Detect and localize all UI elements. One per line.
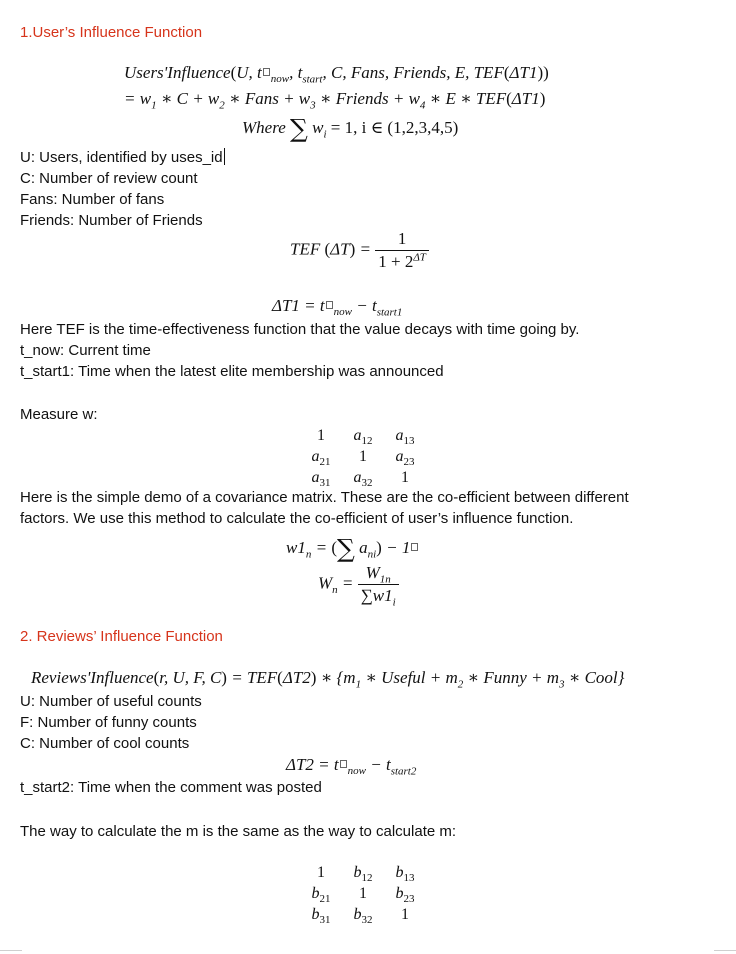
tef-formula: TEF (ΔT) = $\frac{1}{1 + 2^{\Delta T}}$ <box>290 229 429 272</box>
def-review-count: C: Number of review count <box>20 170 198 187</box>
wn-fraction <box>358 563 399 609</box>
matrix-cell: $b_{32}$ <box>353 906 373 927</box>
w1n-formula: $w1_n$ = (∑ $a_{ni}) - 1$ <box>286 534 419 563</box>
covariance-matrix-a <box>300 425 426 488</box>
delta-t2-formula: ΔT2 = t $_{now} - t_{start2}$ <box>286 755 417 778</box>
def-users: U: Users, identified by uses_id <box>20 149 223 166</box>
covariance-matrix-b <box>300 862 426 925</box>
measure-w-label: Measure w: <box>20 406 98 423</box>
covariance-description-1: Here is the simple demo of a covariance matrix. These are the co-efficient between different <box>20 489 629 506</box>
sigma-symbol: ∑ <box>290 114 308 143</box>
def-funny: F: Number of funny counts <box>20 714 197 731</box>
reviews-influence-label: Reviews'Influence <box>31 668 154 687</box>
matrix-cell: 1 <box>401 906 409 923</box>
tef-denominator: $1 + 2^{\Delta T}$ <box>375 250 429 272</box>
definitions-1 <box>20 147 225 231</box>
matrix-cell: $a_{31}$ <box>311 469 331 490</box>
wn-numerator: $W_{1n}$ <box>365 563 391 586</box>
wn-denominator: $\sum w1_i$ <box>358 584 399 606</box>
where-rest: = 1, i ∈ (1,2,3,4,5) <box>330 118 459 137</box>
tef-fraction <box>375 229 429 272</box>
matrix-cell: 1 <box>317 427 325 444</box>
def-friends: Friends: Number of Friends <box>20 212 203 229</box>
t-now-definition: t_now: Current time <box>20 342 151 359</box>
users-influence-formula-line-1: Users'Influence(U, t $_{now}$, $t_{start}$, C, Fans, Friends, E, TEF(ΔT1)) <box>124 63 549 86</box>
def-fans: Fans: Number of fans <box>20 191 165 208</box>
matrix-cell: $b_{23}$ <box>395 885 415 906</box>
t-start2-definition: t_start2: Time when the comment was posted <box>20 779 322 796</box>
matrix-cell: $b_{12}$ <box>353 864 373 885</box>
m-calculation-description: The way to calculate the m is the same as the way to calculate m: <box>20 823 457 840</box>
t-start1-definition: t_start1: Time when the latest elite membership was announced <box>20 363 444 380</box>
matrix-cell: $a_{32}$ <box>353 469 373 490</box>
matrix-cell: $a_{12}$ <box>353 427 373 448</box>
matrix-cell: $a_{21}$ <box>311 448 331 469</box>
section-1-heading: 1.User’s Influence Function <box>20 24 203 41</box>
matrix-cell: $b_{31}$ <box>311 906 331 927</box>
section-2-heading: 2. Reviews’ Influence Function <box>20 628 223 645</box>
users-influence-formula-line-2: = $w_1$ ∗ $C + w_2$ ∗ Fans + $w_3$ ∗ Friends + $w_4$ ∗ E ∗ TEF(ΔT1) <box>124 89 546 112</box>
covariance-description-2: factors. We use this method to calculate the co-efficient of user’s influence function. <box>20 510 574 527</box>
users-influence-label: Users'Influence <box>124 63 231 82</box>
tef-numerator: 1 <box>397 229 407 248</box>
page-corner-mark-left <box>0 950 22 951</box>
sigma-symbol: ∑ <box>337 534 355 563</box>
matrix-cell: 1 <box>317 864 325 881</box>
wn-formula: $W_n$ = $\frac{W_{1n}}{\sum w1_i}$ <box>318 563 399 606</box>
where-label: Where <box>242 118 286 137</box>
delta-t1-formula: ΔT1 = t $_{now} - t_{start1}$ <box>272 296 403 319</box>
page-corner-mark-right <box>714 950 736 951</box>
matrix-cell: $b_{21}$ <box>311 885 331 906</box>
matrix-cell: 1 <box>359 448 367 465</box>
tef-description: Here TEF is the time-effectiveness function that the value decays with time going by. <box>20 321 580 338</box>
definitions-2 <box>20 691 202 754</box>
reviews-influence-formula: Reviews'Influence(r, U, F, C) = TEF(ΔT2) ∗ {$m_1$ ∗ Useful + $m_2$ ∗ Funny + $m_3$ ∗ Cool} <box>31 668 625 691</box>
matrix-cell: $a_{13}$ <box>395 427 415 448</box>
matrix-cell: 1 <box>359 885 367 902</box>
weights-constraint: Where ∑ $w_i = 1$, i ∈ (1,2,3,4,5) <box>242 114 459 143</box>
def-cool: C: Number of cool counts <box>20 735 190 752</box>
matrix-cell: $b_{13}$ <box>395 864 415 885</box>
matrix-cell: $a_{23}$ <box>395 448 415 469</box>
text-cursor <box>224 148 225 165</box>
matrix-cell: 1 <box>401 469 409 486</box>
def-useful: U: Number of useful counts <box>20 693 202 710</box>
